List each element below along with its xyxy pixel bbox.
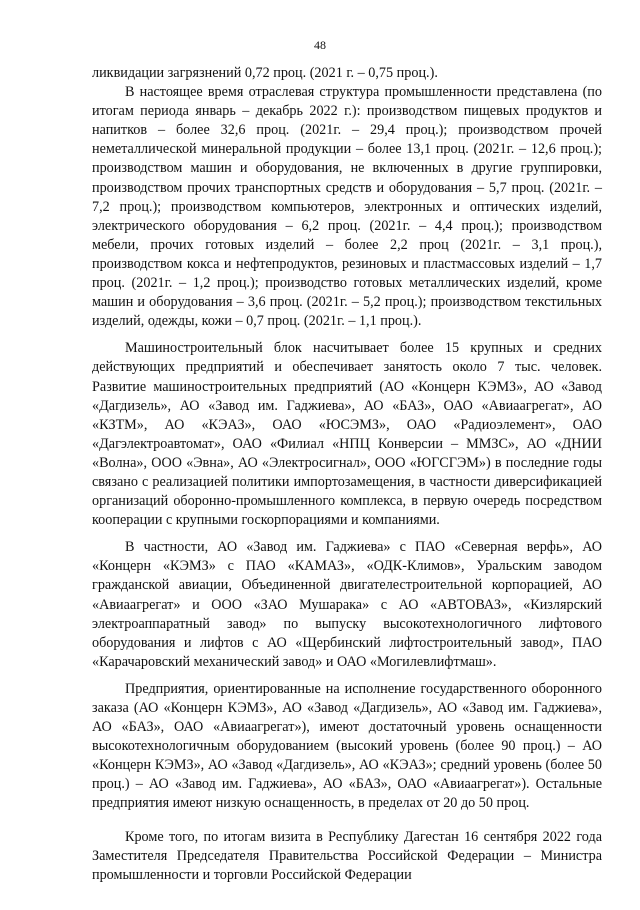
paragraph-machine-building-block: Машиностроительный блок насчитывает более 15 крупных и средних действующих предприятий и обеспечивает занятость около 7 тыс. человек. Развитие машиностроительных предприятий (АО «Концерн КЭМЗ», АО «Завод «Дагдизель», АО «Завод им. Гаджиева», АО «БАЗ», ОАО «Авиаагрегат», АО «КЗТМ», АО «КЭАЗ», ОАО «ЮСЭМЗ», ОАО «Радиоэлемент», ОАО «Дагэлектроавтомат», ОАО «Филиал «НПЦ Конверсии – ММЗС», АО «ДНИИ «Волна», ООО «Эвна», АО «Электросигнал», ООО «ЮГСГЭМ») в последние годы связано с реализацией политики импортозамещения, в частности диверсификацией организаций оборонно-промышленного комплекса, в первую очередь посредством кооперации с крупными госкорпорациями и компаниями. (92, 340, 602, 529)
paragraph-continuation: ликвидации загрязнений 0,72 проц. (2021 г. – 0,75 проц.). (92, 65, 438, 81)
body-text (92, 64, 602, 885)
paragraph-cooperation: В частности, АО «Завод им. Гаджиева» с ПАО «Северная верфь», АО «Концерн «КЭМЗ» с ПАО «КАМАЗ», «ОДК-Климов», Уральским заводом гражданской авиации, Объединенной двигателестроительной корпорацией, АО «Авиаагрегат» и ООО «ЗАО Мушарака» с АО «АВТОВАЗ», «Кизлярский электроаппаратный завод» по выпуску высокотехнологичного лифтового оборудования и лифтов с АО «Щербинский лифтостроительный завод», ПАО «Карачаровский механический завод» и ОАО «Могилевлифтмаш». (92, 539, 602, 670)
page-number: 48 (314, 38, 326, 52)
paragraph-visit: Кроме того, по итогам визита в Республику Дагестан 16 сентября 2022 года Заместителя Председателя Правительства Российской Федерации – Министра промышленности и торговли Российской Федерации (92, 828, 602, 883)
paragraph-defense-enterprises: Предприятия, ориентированные на исполнение государственного оборонного заказа (АО «Концерн КЭМЗ», АО «Завод «Дагдизель», АО «Завод им. Гаджиева», АО «БАЗ», ОАО «Авиаагрегат»), имеют достаточный уровень оснащенности высокотехнологичным оборудованием (высокий уровень (более 90 проц.) – АО «Концерн КЭМЗ», АО «Завод «Дагдизель», АО «КЭАЗ»; средний уровень (более 50 проц.) – АО «Завод им. Гаджиева», АО «БАЗ», ОАО «Авиаагрегат»). Остальные предприятия имеют низкую оснащенность, в пределах от 20 до 50 проц. (92, 680, 602, 812)
paragraph-industry-structure: В настоящее время отраслевая структура промышленности представлена (по итогам периода январь – декабрь 2022 г.): производством пищевых продуктов и напитков – более 32,6 проц. (2021г. – 29,4 проц.); производством прочей неметаллической минеральной продукции – более 13,1 проц. (2021г. – 12,6 проц.); производством машин и оборудования, не включенных в другие группировки, производством прочих транспортных средств и оборудования – 5,7 проц. (2021г. – 7,2 проц.); производством компьютеров, электронных и оптических изделий, электрического оборудования – 6,2 проц. (2021г. – 4,4 проц.); производством мебели, прочих готовых изделий – более 2,2 проц (2021г. – 3,1 проц.), производством кокса и нефтепродуктов, резиновых и пластмассовых изделий – 1,7 проц. (2021г. – 1,2 проц.); производство готовых металлических изделий, кроме машин и оборудования – 3,6 проц. (2021г. – 5,2 проц.); производством текстильных изделий, одежды, кожи – 0,7 проц. (2021г. – 1,1 проц.). (92, 84, 602, 330)
